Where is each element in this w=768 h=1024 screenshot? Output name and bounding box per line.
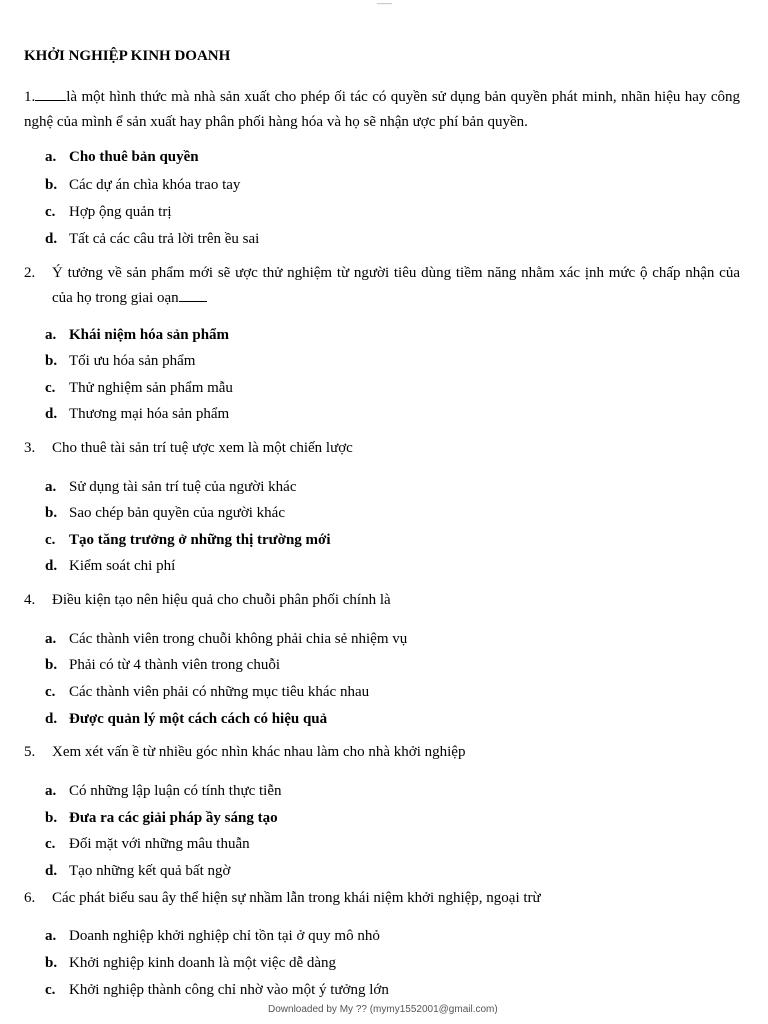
option-text: Khái niệm hóa sản phẩm (69, 327, 230, 343)
option-text: Cho thuê bản quyền (69, 149, 199, 165)
option-text: Tạo những kết quả bất ngờ (69, 863, 231, 879)
option-text: Thương mại hóa sản phẩm (69, 406, 230, 422)
page-top-mark (377, 0, 392, 4)
option-letter: c. (45, 982, 56, 998)
option-text: Có những lập luận có tính thực tiễn (69, 783, 282, 799)
option-6b (45, 953, 336, 973)
question-number: 1. (24, 89, 36, 105)
question-4 (24, 588, 740, 613)
option-3d (45, 556, 175, 576)
option-letter: b. (45, 353, 58, 369)
question-number: 6. (24, 890, 36, 906)
option-3c (45, 530, 331, 550)
option-2a (45, 325, 229, 345)
option-text: Khởi nghiệp kinh doanh là một việc dễ dàng (69, 955, 337, 971)
option-letter: a. (45, 928, 57, 944)
option-letter: a. (45, 631, 57, 647)
option-5d (45, 861, 230, 881)
option-text: Đối mặt với những mâu thuẫn (69, 836, 250, 852)
option-1b (45, 175, 240, 195)
question-text: Các phát biểu sau ây thể hiện sự nhầm lẫn trong khái niệm khởi nghiệp, ngoại trừ (52, 890, 541, 906)
option-text: Thử nghiệm sản phẩm mẫu (69, 380, 233, 396)
question-number: 4. (24, 592, 36, 608)
option-letter: b. (45, 810, 58, 826)
question-number: 3. (24, 440, 36, 456)
option-letter: c. (45, 532, 56, 548)
option-text: Hợp ộng quản trị (69, 204, 172, 220)
option-text: Các thành viên phải có những mục tiêu khác nhau (69, 684, 370, 700)
question-3 (24, 436, 740, 461)
option-6c (45, 980, 389, 1000)
option-3b (45, 503, 285, 523)
option-text: Tối ưu hóa sản phẩm (69, 353, 196, 369)
option-letter: c. (45, 380, 56, 396)
question-text: là một hình thức mà nhà sản xuất cho phép ối tác có quyền sử dụng bản quyền phát minh, nhãn hiệu hay công nghệ của mình ể sản xuất hay phân phối hàng hóa và họ sẽ nhận ược phí bản quyền. (24, 89, 740, 130)
question-text: Điều kiện tạo nên hiệu quả cho chuỗi phân phối chính là (52, 592, 391, 608)
option-letter: b. (45, 657, 58, 673)
option-3a (45, 477, 296, 497)
option-text: Tất cả các câu trả lời trên ều sai (69, 231, 260, 247)
question-text: Ý tưởng về sản phẩm mới sẽ ược thử nghiệm từ người tiêu dùng tiềm năng nhằm xác ịnh mức ộ chấp nhận của của họ trong giai oạn (52, 265, 740, 306)
document-title: KHỞI NGHIỆP KINH DOANH (24, 48, 231, 64)
question-6 (24, 886, 740, 911)
question-text: Cho thuê tài sản trí tuệ ược xem là một chiến lược (52, 440, 353, 456)
option-2d (45, 404, 229, 424)
option-text: Được quản lý một cách cách có hiệu quả (69, 711, 328, 727)
option-letter: a. (45, 479, 57, 495)
answer-blank (35, 86, 66, 101)
option-letter: a. (45, 149, 57, 165)
option-5a (45, 781, 281, 801)
option-5c (45, 834, 250, 854)
option-4d (45, 709, 327, 729)
option-text: Các dự án chìa khóa trao tay (69, 177, 241, 193)
option-4c (45, 682, 369, 702)
option-letter: d. (45, 231, 58, 247)
option-1d (45, 229, 259, 249)
option-text: Đưa ra các giải pháp ầy sáng tạo (69, 810, 278, 826)
option-text: Doanh nghiệp khởi nghiệp chỉ tồn tại ở quy mô nhỏ (69, 928, 380, 944)
option-letter: d. (45, 711, 58, 727)
option-letter: b. (45, 505, 58, 521)
option-text: Sao chép bản quyền của người khác (69, 505, 285, 521)
question-number: 5. (24, 744, 36, 760)
option-letter: b. (45, 177, 58, 193)
option-letter: d. (45, 863, 58, 879)
option-letter: d. (45, 558, 58, 574)
option-4b (45, 655, 280, 675)
option-letter: c. (45, 204, 56, 220)
option-1a (45, 147, 199, 167)
option-text: Khởi nghiệp thành công chỉ nhờ vào một ý tưởng lớn (69, 982, 389, 998)
option-text: Sử dụng tài sản trí tuệ của người khác (69, 479, 297, 495)
question-1 (24, 85, 740, 135)
question-number: 2. (24, 265, 36, 281)
option-letter: d. (45, 406, 58, 422)
option-letter: a. (45, 783, 57, 799)
option-2b (45, 351, 195, 371)
option-5b (45, 808, 278, 828)
download-footer: Downloaded by My ?? (mymy1552001@gmail.com) (268, 1004, 498, 1015)
option-6a (45, 926, 380, 946)
option-text: Tạo tăng trưởng ở những thị trường mới (69, 532, 331, 548)
option-text: Kiểm soát chi phí (69, 558, 176, 574)
option-text: Các thành viên trong chuỗi không phải chia sẻ nhiệm vụ (69, 631, 408, 647)
question-5 (24, 740, 740, 765)
option-letter: b. (45, 955, 58, 971)
answer-blank (179, 287, 207, 302)
option-letter: a. (45, 327, 57, 343)
option-letter: c. (45, 684, 56, 700)
option-text: Phải có từ 4 thành viên trong chuỗi (69, 657, 281, 673)
option-letter: c. (45, 836, 56, 852)
question-2 (24, 261, 740, 311)
option-1c (45, 202, 172, 222)
option-2c (45, 378, 233, 398)
option-4a (45, 629, 407, 649)
question-text: Xem xét vấn ề từ nhiều góc nhìn khác nhau làm cho nhà khởi nghiệp (52, 744, 466, 760)
